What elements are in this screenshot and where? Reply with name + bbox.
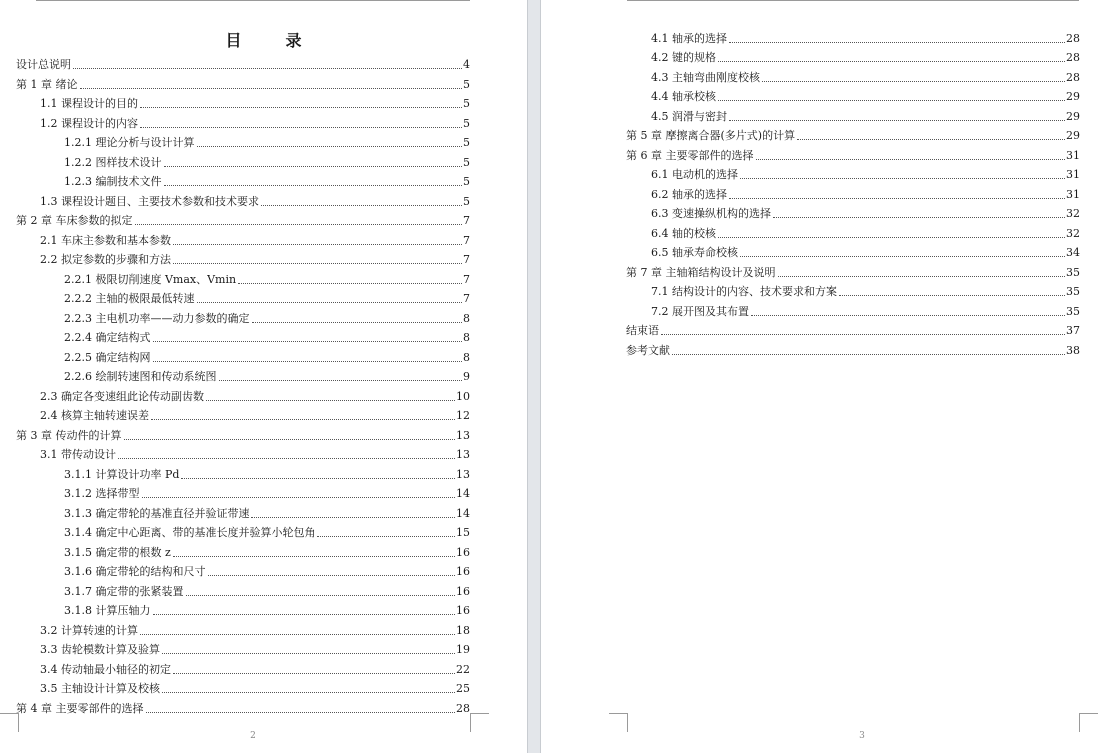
- toc-leader-dots: [756, 159, 1066, 160]
- toc-leader-dots: [173, 673, 455, 674]
- toc-entry-title: 2.2.6 绘制转速图和传动系统图: [64, 370, 217, 383]
- toc-entry-page: 16: [456, 545, 470, 559]
- toc-entry-title: 2.1 车床主参数和基本参数: [40, 233, 171, 247]
- crop-mark: [1079, 713, 1098, 732]
- toc-entry-page: 14: [456, 487, 470, 500]
- toc-entry[interactable]: [64, 482, 470, 502]
- toc-leader-dots: [135, 224, 463, 225]
- toc-entry-title: 3.1.7 确定带的张紧装置: [64, 584, 184, 598]
- toc-leader-dots: [762, 81, 1065, 82]
- toc-entry[interactable]: [64, 150, 470, 170]
- toc-entry-title: 3.4 传动轴最小轴径的初定: [40, 662, 171, 676]
- toc-leader-dots: [251, 517, 455, 518]
- toc-entry-title: 2.2.4 确定结构式: [64, 331, 151, 344]
- toc-entry[interactable]: [64, 540, 470, 560]
- toc-entry-page: 4: [463, 58, 470, 71]
- toc-entry-title: 7.1 结构设计的内容、技术要求和方案: [651, 285, 837, 298]
- toc-leader-dots: [151, 419, 455, 420]
- toc-entry[interactable]: [64, 365, 470, 385]
- page-top-rule: [627, 0, 1079, 1]
- toc-entry[interactable]: [40, 92, 470, 112]
- toc-leader-dots: [740, 178, 1065, 179]
- toc-entry[interactable]: [64, 131, 470, 151]
- toc-leader-dots: [164, 166, 463, 167]
- toc-leader-dots: [186, 595, 456, 596]
- toc-entry-title: 第 5 章 摩擦离合器(多片式)的计算: [626, 129, 796, 142]
- toc-entry[interactable]: [64, 326, 470, 346]
- toc-entry-page: 8: [463, 311, 470, 325]
- toc-leader-dots: [261, 205, 462, 206]
- toc-entry-page: 35: [1066, 285, 1080, 298]
- toc-entry[interactable]: [40, 111, 470, 131]
- toc-leader-dots: [197, 302, 463, 303]
- toc-entry-title: 2.2.3 主电机功率——动力参数的确定: [64, 311, 250, 325]
- toc-entry[interactable]: [16, 53, 470, 73]
- toc-entry[interactable]: [40, 677, 470, 697]
- toc-leader-dots: [140, 127, 462, 128]
- toc-entry-page: 32: [1066, 207, 1080, 220]
- toc-leader-dots: [672, 354, 1065, 355]
- toc-entry-title: 4.1 轴承的选择: [651, 31, 727, 45]
- toc-entry-title: 设计总说明: [16, 58, 71, 71]
- toc-entry-page: 28: [1066, 51, 1080, 64]
- toc-leader-dots: [729, 42, 1065, 43]
- toc-entry[interactable]: [651, 85, 1080, 105]
- toc-entry-title: 3.1.2 选择带型: [64, 487, 140, 500]
- toc-entry[interactable]: [626, 319, 1080, 339]
- toc-entry-title: 3.1.4 确定中心距离、带的基准长度并验算小轮包角: [64, 526, 316, 539]
- toc-entry[interactable]: [64, 579, 470, 599]
- toc-entry-page: 19: [456, 643, 470, 656]
- toc-entry-title: 3.5 主轴设计计算及校核: [40, 682, 160, 695]
- toc-entry-title: 第 3 章 传动件的计算: [16, 428, 122, 442]
- toc-entry-title: 1.2.3 编制技术文件: [64, 175, 162, 188]
- toc-leader-dots: [73, 68, 462, 69]
- toc-leader-dots: [317, 536, 455, 537]
- toc-entry-page: 16: [456, 565, 470, 578]
- toc-entry-title: 4.4 轴承校核: [651, 90, 716, 103]
- toc-entry-title: 1.2 课程设计的内容: [40, 116, 138, 130]
- toc-entry-title: 1.1 课程设计的目的: [40, 97, 138, 110]
- crop-mark: [0, 713, 19, 732]
- toc-entry-title: 结束语: [626, 324, 659, 337]
- toc-leader-dots: [153, 341, 463, 342]
- page-gap: [527, 0, 541, 753]
- toc-leader-dots: [118, 458, 455, 459]
- toc-leader-dots: [839, 295, 1065, 296]
- toc-leader-dots: [197, 146, 463, 147]
- toc-leader-dots: [173, 244, 462, 245]
- toc-entry[interactable]: [651, 280, 1080, 300]
- toc-entry[interactable]: [40, 404, 470, 424]
- toc-entry[interactable]: [651, 202, 1080, 222]
- toc-entry-title: 6.4 轴的校核: [651, 226, 716, 240]
- toc-leader-dots: [124, 439, 456, 440]
- toc-entry-title: 1.2.1 理论分析与设计计算: [64, 136, 195, 149]
- toc-leader-dots: [181, 478, 455, 479]
- toc-entry[interactable]: [651, 163, 1080, 183]
- toc-leader-dots: [238, 283, 462, 284]
- toc-entry[interactable]: [64, 287, 470, 307]
- toc-entry-page: 13: [456, 448, 470, 461]
- toc-entry-page: 13: [456, 467, 470, 481]
- toc-entry[interactable]: [651, 104, 1080, 124]
- toc-leader-dots: [797, 139, 1065, 140]
- toc-entry-page: 8: [463, 331, 470, 344]
- toc-leader-dots: [751, 315, 1065, 316]
- toc-entry-page: 28: [456, 701, 470, 715]
- toc-entry-title: 4.3 主轴弯曲刚度校核: [651, 70, 760, 84]
- toc-entry[interactable]: [626, 260, 1080, 280]
- toc-entry[interactable]: [64, 560, 470, 580]
- toc-leader-dots: [729, 120, 1065, 121]
- toc-entry[interactable]: [40, 657, 470, 677]
- toc-entry[interactable]: [651, 241, 1080, 261]
- toc-leader-dots: [718, 100, 1065, 101]
- toc-entry[interactable]: [64, 267, 470, 287]
- toc-leader-dots: [80, 88, 463, 89]
- toc-entry-title: 3.1.5 确定带的根数 z: [64, 545, 171, 559]
- toc-entry[interactable]: [64, 462, 470, 482]
- toc-entry-page: 15: [456, 526, 470, 539]
- toc-entry-page: 5: [463, 136, 470, 149]
- toc-entry-title: 第 1 章 绪论: [16, 77, 78, 91]
- toc-entry-page: 12: [456, 409, 470, 422]
- toc-entry-title: 4.5 润滑与密封: [651, 109, 727, 123]
- toc-entry[interactable]: [40, 189, 470, 209]
- toc-leader-dots: [718, 237, 1065, 238]
- toc-entry-title: 1.3 课程设计题目、主要技术参数和技术要求: [40, 194, 259, 208]
- toc-leader-dots: [778, 276, 1066, 277]
- toc-entry-page: 7: [463, 272, 470, 286]
- toc-entry-title: 3.3 齿轮模数计算及验算: [40, 643, 160, 656]
- toc-entry-page: 5: [463, 97, 470, 110]
- page-top-rule: [36, 0, 470, 1]
- toc-leader-dots: [208, 575, 456, 576]
- toc-entry-page: 10: [456, 389, 470, 403]
- page-number: 3: [859, 731, 865, 741]
- toc-leader-dots: [773, 217, 1065, 218]
- toc-entry-title: 2.4 核算主轴转速误差: [40, 409, 149, 422]
- toc-entry[interactable]: [64, 306, 470, 326]
- toc-entry-page: 28: [1066, 70, 1080, 84]
- toc-entry[interactable]: [651, 65, 1080, 85]
- toc-entry[interactable]: [40, 384, 470, 404]
- toc-entry-title: 2.2.5 确定结构网: [64, 350, 151, 364]
- toc-entry-title: 1.2.2 图样技术设计: [64, 155, 162, 169]
- toc-entry[interactable]: [651, 26, 1080, 46]
- toc-leader-dots: [219, 380, 463, 381]
- toc-entry[interactable]: [40, 228, 470, 248]
- toc-entry-title: 3.2 计算转速的计算: [40, 623, 138, 637]
- toc-entry[interactable]: [16, 423, 470, 443]
- toc-entry-title: 3.1.3 确定带轮的基准直径并验证带速: [64, 506, 250, 520]
- toc-leader-dots: [140, 634, 455, 635]
- toc-entry[interactable]: [651, 46, 1080, 66]
- toc-entry-page: 9: [463, 370, 470, 383]
- toc-entry-page: 13: [456, 428, 470, 442]
- toc-entry-title: 2.2.1 极限切削速度 Vmax、Vmin: [64, 272, 237, 286]
- toc-entry-title: 2.3 确定各变速组此论传动副齿数: [40, 389, 204, 403]
- toc-entry[interactable]: [16, 696, 470, 716]
- toc-entry[interactable]: [40, 248, 470, 268]
- toc-entry-title: 6.5 轴承寿命校核: [651, 246, 738, 259]
- toc-entry-title: 3.1.6 确定带轮的结构和尺寸: [64, 565, 206, 578]
- toc-leader-dots: [162, 692, 455, 693]
- toc-entry[interactable]: [16, 209, 470, 229]
- toc-leader-dots: [661, 334, 1065, 335]
- toc-entry-page: 7: [463, 233, 470, 247]
- page-number: 2: [250, 731, 256, 741]
- toc-entry-page: 5: [463, 77, 470, 91]
- toc-entry-title: 6.2 轴承的选择: [651, 187, 727, 201]
- toc-entry[interactable]: [64, 521, 470, 541]
- crop-mark: [609, 713, 628, 732]
- toc-entry-page: 5: [463, 155, 470, 169]
- toc-leader-dots: [164, 185, 463, 186]
- toc-leader-dots: [729, 198, 1065, 199]
- toc-entry-page: 7: [463, 253, 470, 266]
- toc-leader-dots: [142, 497, 456, 498]
- toc-title: 目 录: [225, 31, 316, 50]
- toc-entry-page: 14: [456, 506, 470, 520]
- toc-entry-page: 18: [456, 623, 470, 637]
- toc-entry-title: 6.3 变速操纵机构的选择: [651, 207, 771, 220]
- toc-entry-title: 3.1.8 计算压轴力: [64, 604, 151, 617]
- document-page-left: [0, 0, 527, 753]
- toc-entry-page: 29: [1066, 129, 1080, 142]
- toc-leader-dots: [718, 61, 1065, 62]
- toc-leader-dots: [206, 400, 455, 401]
- toc-entry-page: 16: [456, 584, 470, 598]
- toc-leader-dots: [162, 653, 455, 654]
- toc-entry-page: 7: [463, 214, 470, 227]
- toc-entry-title: 7.2 展开图及其布置: [651, 304, 749, 318]
- toc-leader-dots: [173, 263, 462, 264]
- toc-entry-page: 8: [463, 350, 470, 364]
- toc-entry-page: 34: [1066, 246, 1080, 259]
- toc-entry-title: 第 2 章 车床参数的拟定: [16, 214, 133, 227]
- toc-entry[interactable]: [64, 501, 470, 521]
- toc-entry[interactable]: [626, 338, 1080, 358]
- toc-leader-dots: [146, 712, 456, 713]
- toc-entry-page: 38: [1066, 343, 1080, 357]
- toc-entry-page: 31: [1066, 168, 1080, 181]
- toc-entry[interactable]: [626, 124, 1080, 144]
- document-page-right: [541, 0, 1104, 753]
- toc-entry[interactable]: [64, 170, 470, 190]
- toc-leader-dots: [153, 361, 463, 362]
- toc-entry-page: 29: [1066, 90, 1080, 103]
- toc-entry[interactable]: [40, 618, 470, 638]
- toc-entry[interactable]: [64, 345, 470, 365]
- toc-entry[interactable]: [40, 638, 470, 658]
- toc-entry[interactable]: [64, 599, 470, 619]
- toc-entry[interactable]: [651, 182, 1080, 202]
- toc-entry-page: 7: [463, 292, 470, 305]
- crop-mark: [470, 713, 489, 732]
- toc-entry-title: 2.2 拟定参数的步骤和方法: [40, 253, 171, 266]
- toc-entry-title: 第 6 章 主要零部件的选择: [626, 148, 754, 162]
- toc-entry-title: 3.1.1 计算设计功率 Pd: [64, 467, 180, 481]
- toc-entry-page: 37: [1066, 324, 1080, 337]
- toc-entry-title: 4.2 键的规格: [651, 51, 716, 64]
- toc-entry-page: 31: [1066, 148, 1080, 162]
- toc-entry[interactable]: [16, 72, 470, 92]
- toc-entry-page: 32: [1066, 226, 1080, 240]
- toc-entry-page: 35: [1066, 265, 1080, 279]
- toc-leader-dots: [140, 107, 462, 108]
- toc-entry-title: 2.2.2 主轴的极限最低转速: [64, 292, 195, 305]
- toc-entry-page: 25: [456, 682, 470, 695]
- toc-entry[interactable]: [40, 443, 470, 463]
- toc-leader-dots: [153, 614, 456, 615]
- toc-entry[interactable]: [651, 221, 1080, 241]
- toc-entry-page: 5: [463, 175, 470, 188]
- toc-entry-title: 第 4 章 主要零部件的选择: [16, 701, 144, 715]
- toc-entry-page: 28: [1066, 31, 1080, 45]
- toc-entry-page: 5: [463, 116, 470, 130]
- toc-entry-page: 35: [1066, 304, 1080, 318]
- toc-leader-dots: [173, 556, 455, 557]
- toc-entry-page: 22: [456, 662, 470, 676]
- toc-leader-dots: [252, 322, 463, 323]
- toc-entry-title: 参考文献: [626, 343, 670, 357]
- toc-entry-page: 5: [463, 194, 470, 208]
- toc-entry-title: 第 7 章 主轴箱结构设计及说明: [626, 265, 776, 279]
- toc-entry-page: 16: [456, 604, 470, 617]
- toc-entry-page: 29: [1066, 109, 1080, 123]
- toc-leader-dots: [740, 256, 1065, 257]
- toc-entry-page: 31: [1066, 187, 1080, 201]
- toc-entry[interactable]: [651, 299, 1080, 319]
- toc-entry-title: 3.1 带传动设计: [40, 448, 116, 461]
- toc-entry[interactable]: [626, 143, 1080, 163]
- toc-entry-title: 6.1 电动机的选择: [651, 168, 738, 181]
